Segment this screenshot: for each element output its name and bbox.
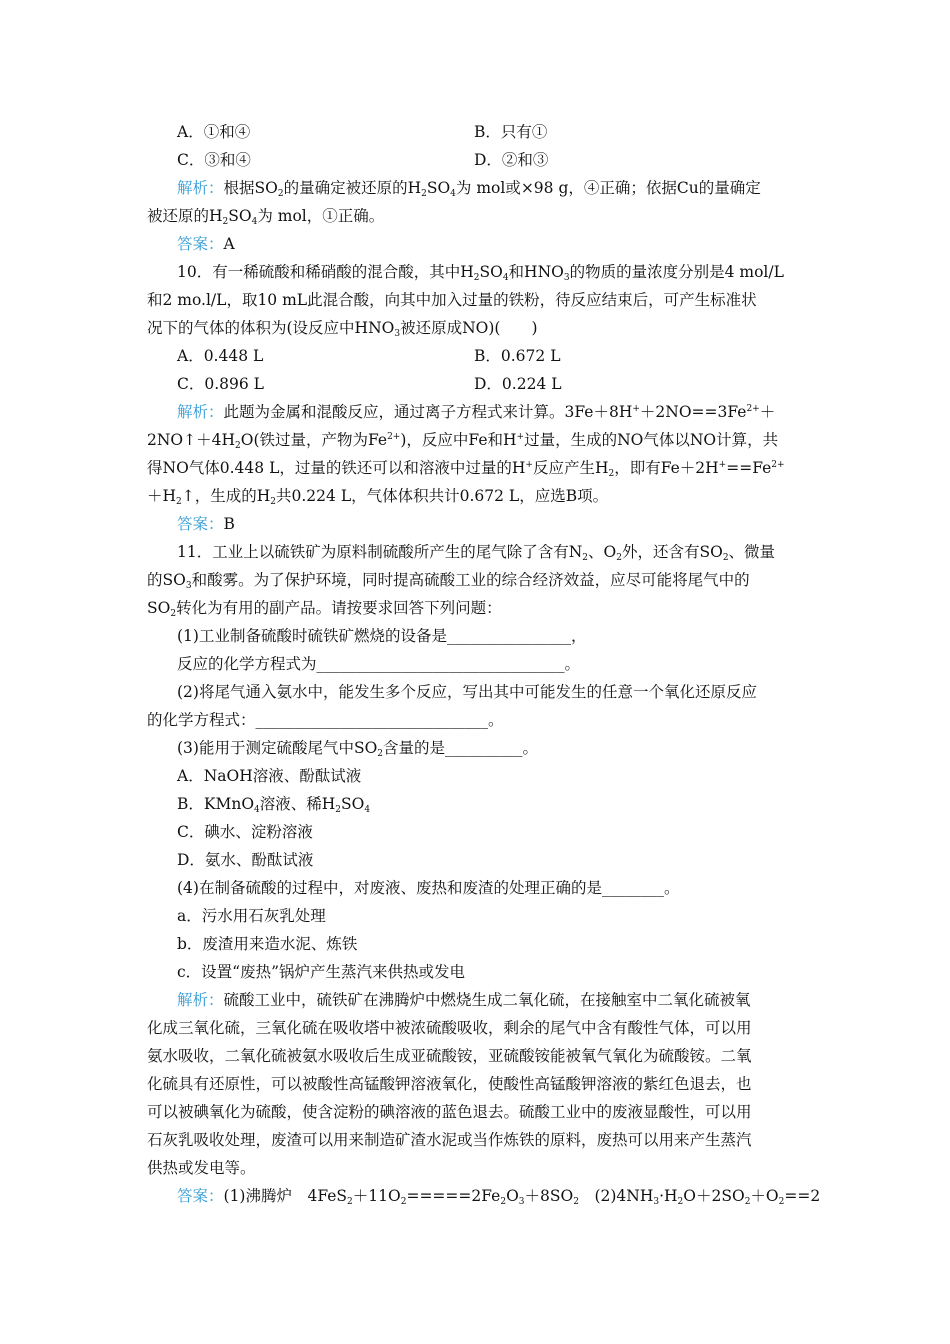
q11-stem-line-1: 11．工业上以硫铁矿为原料制硫酸所产生的尾气除了含有$N_2$、$O_2$外，还含有$SO_2$、微量 bbox=[177, 543, 776, 563]
q11-part-1-line-2: 反应的化学方程式为________________________________。 bbox=[177, 655, 581, 673]
explanation-tag: 解析： bbox=[177, 403, 224, 421]
q10-stem-line-1: 10．有一稀硫酸和稀硝酸的混合酸，其中$H_2SO_4$和$HNO_3$的物质的量浓度分别是4 mol/L bbox=[177, 263, 784, 283]
q11-explanation-line-7: 供热或发电等。 bbox=[147, 1159, 256, 1177]
q11-explanation-line-4: 化硫具有还原性，可以被酸性高锰酸钾溶液氧化，使酸性高锰酸钾溶液的紫红色退去，也 bbox=[147, 1075, 752, 1093]
q10-option-b: B．0.672 L bbox=[474, 347, 561, 365]
q10-explanation-line-2: $2NO↑+4H_2O$(铁过量，产物为$Fe^{2+}$)，反应中Fe和H+过量，生成的NO气体以NO计算，共 bbox=[147, 431, 779, 451]
q11-part-2-line-1: (2)将尾气通入氨水中，能发生多个反应，写出其中可能发生的任意一个氧化还原反应 bbox=[177, 683, 757, 701]
q11-stem-line-2: 的$SO_3$和酸雾。为了保护环境，同时提高硫酸工业的综合经济效益，应尽可能将尾气中的 bbox=[147, 571, 750, 591]
q11-answer: 答案：(1)沸腾炉 $4FeS_2+11O_2=====2Fe_2O_3+8SO_2$ $(2)4NH_3\cdot H_2O+2SO_2+O_2==2$ bbox=[177, 1187, 821, 1207]
q11-part-4: (4)在制备硫酸的过程中，对废液、废热和废渣的处理正确的是________。 bbox=[177, 879, 680, 897]
q9-option-c: C．③和④ bbox=[177, 151, 251, 169]
q10-option-c: C．0.896 L bbox=[177, 375, 264, 393]
q9-answer: 答案：A bbox=[177, 235, 235, 253]
q9-option-a: A．①和④ bbox=[177, 123, 251, 141]
q10-option-d: D．0.224 L bbox=[474, 375, 562, 393]
q10-answer: 答案：B bbox=[177, 515, 235, 533]
q11-option-d: D．氨水、酚酞试液 bbox=[177, 851, 314, 869]
q10-option-a: A．0.448 L bbox=[177, 347, 264, 365]
q11-statement-b: b．废渣用来造水泥、炼铁 bbox=[177, 935, 358, 953]
q11-explanation-line-1: 解析：硫酸工业中，硫铁矿在沸腾炉中燃烧生成二氧化硫，在接触室中二氧化硫被氧 bbox=[177, 991, 751, 1009]
q9-option-d: D．②和③ bbox=[474, 151, 549, 169]
q10-stem-line-3: 况下的气体的体积为(设反应中$HNO_3$被还原成NO)( ) bbox=[147, 319, 538, 339]
q11-explanation-line-3: 氨水吸收，二氧化硫被氨水吸收后生成亚硫酸铵，亚硫酸铵能被氧气氧化为硫酸铵。二氧 bbox=[147, 1047, 752, 1065]
q11-option-b: B．KMnO$_4$溶液、稀$H_2SO_4$ bbox=[177, 795, 371, 815]
answer-tag: 答案： bbox=[177, 1187, 224, 1205]
q11-explanation-line-6: 石灰乳吸收处理，废渣可以用来制造矿渣水泥或当作炼铁的原料，废热可以用来产生蒸汽 bbox=[147, 1131, 752, 1149]
q11-stem-line-3: $SO_2$转化为有用的副产品。请按要求回答下列问题： bbox=[147, 599, 502, 619]
answer-tag: 答案： bbox=[177, 515, 224, 533]
q11-statement-a: a．污水用石灰乳处理 bbox=[177, 907, 326, 925]
q11-part-2-line-2: 的化学方程式：______________________________。 bbox=[147, 711, 504, 729]
q9-explanation-line-2: 被还原的$H_2SO_4$为 mol，①正确。 bbox=[147, 207, 385, 227]
q11-option-c: C．碘水、淀粉溶液 bbox=[177, 823, 313, 841]
q10-explanation-line-4: $+H_2↑$，生成的$H_2$共0.224 L，气体体积共计0.672 L，应选B项。 bbox=[147, 487, 609, 507]
q10-explanation-line-1: 解析：此题为金属和混酸反应，通过离子方程式来计算。$3Fe+8H^++2NO==3Fe^{2+}+$ bbox=[177, 403, 776, 421]
q11-part-1-line-1: (1)工业制备硫酸时硫铁矿燃烧的设备是________________， bbox=[177, 627, 587, 645]
explanation-tag: 解析： bbox=[177, 991, 224, 1009]
q9-option-b: B．只有① bbox=[474, 123, 548, 141]
q11-part-3: (3)能用于测定硫酸尾气中$SO_2$含量的是__________。 bbox=[177, 739, 539, 759]
q10-stem-line-2: 和2 mo.l/L，取10 mL此混合酸，向其中加入过量的铁粉，待反应结束后，可产生标准状 bbox=[147, 291, 757, 309]
answer-tag: 答案： bbox=[177, 235, 224, 253]
q11-statement-c: c．设置“废热”锅炉产生蒸汽来供热或发电 bbox=[177, 963, 466, 981]
q11-explanation-line-5: 可以被碘氧化为硫酸，使含淀粉的碘溶液的蓝色退去。硫酸工业中的废液显酸性，可以用 bbox=[147, 1103, 752, 1121]
q11-option-a: A．NaOH溶液、酚酞试液 bbox=[177, 767, 362, 785]
q9-explanation-line-1: 解析：根据$SO_2$的量确定被还原的$H_2SO_4$为 mol或×98 g，④正确；依据Cu的量确定 bbox=[177, 179, 761, 199]
q11-explanation-line-2: 化成三氧化硫，三氧化硫在吸收塔中被浓硫酸吸收，剩余的尾气中含有酸性气体，可以用 bbox=[147, 1019, 752, 1037]
explanation-tag: 解析： bbox=[177, 179, 224, 197]
q10-explanation-line-3: 得NO气体0.448 L，过量的铁还可以和溶液中过量的H+反应产生$H_2$，即有$Fe+2H^+==Fe^{2+}$ bbox=[147, 459, 785, 479]
